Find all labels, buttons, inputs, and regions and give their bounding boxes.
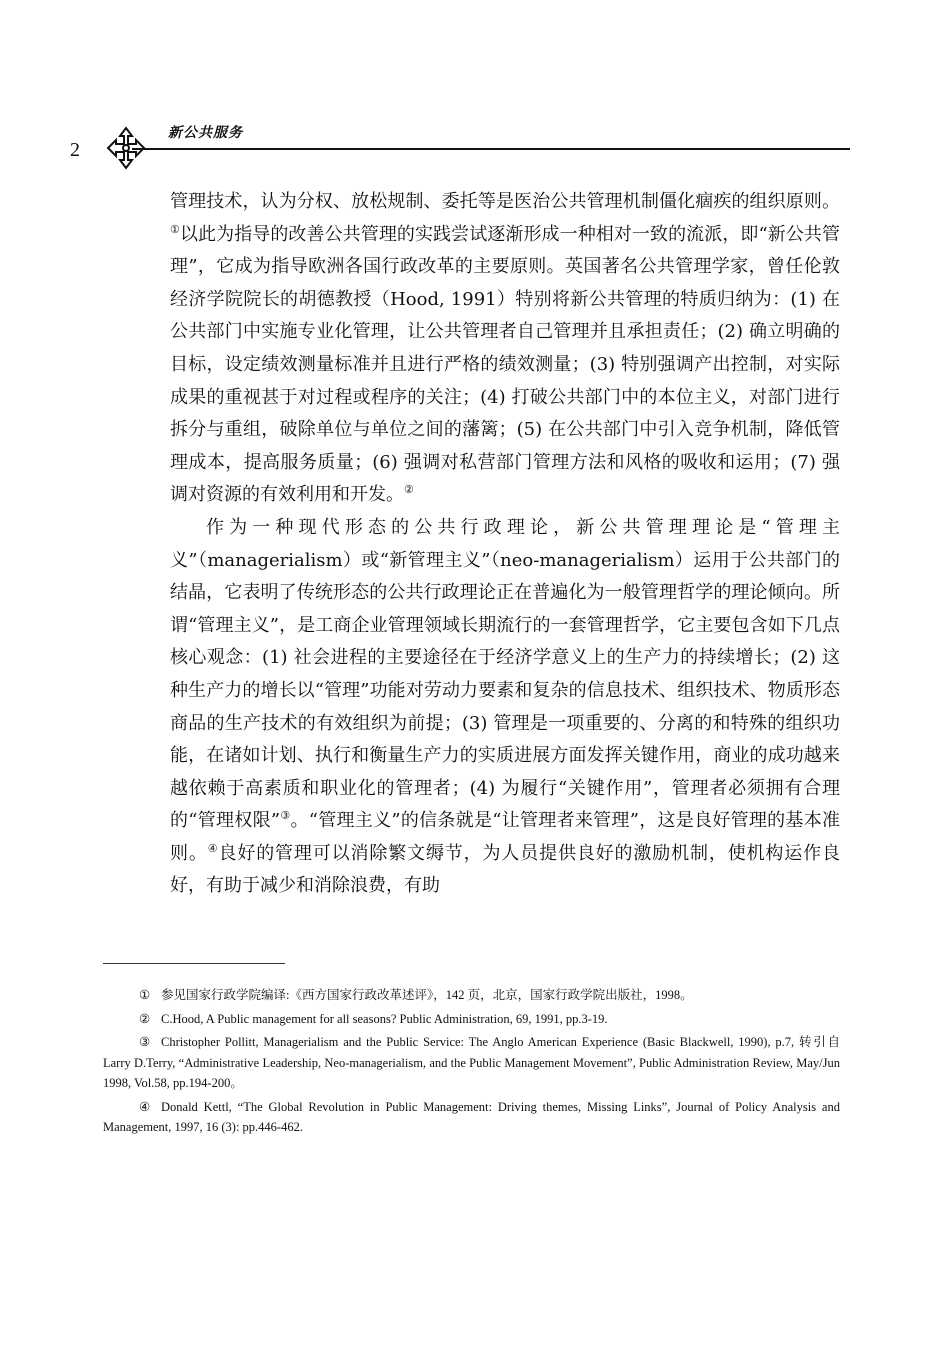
compass-arrow-icon [100,122,152,178]
footnote-ref-2: ② [404,483,414,497]
page-number: 2 [70,139,80,161]
footnote-mark: ④ [139,1099,151,1114]
running-title: 新公共服务 [168,125,243,141]
footnote-separator [103,963,285,964]
footnote-mark: ③ [139,1035,151,1049]
paragraph-2-text-a: 作为一种现代形态的公共行政理论，新公共管理理论是“管理主义”（managerialism）或“新管理主义”（neo-managerialism）运用于公共部门的结晶，它表明了传统形态的公共行政理论正在普遍化为一般管理哲学的理论倾向。所谓“管理主义”，是工商企业管理领域长期流行的一套管理哲学，它主要包含如下几点核心观念：(1) 社会进程的主要途径在于经济学意义上的生产力的持续增长；(2) 这种生产力的增长以“管理”功能对劳动力要素和复杂的信息技术、组织技术、物质形态商品的生产技术的有效组织为前提；(3) 管理是一项重要的、分离的和特殊的组织功能，在诸如计划、执行和衡量生产力的实质进展方面发挥关键作用，商业的成功越来越依赖于高素质和职业化的管理者；(4) 为履行“关键作用”，管理者必须拥有合理的“管理权限” [170,516,840,832]
footnote-text: 参见国家行政学院编译:《西方国家行政改革述评》，142 页，北京，国家行政学院出版社，1998。 [161,988,693,1002]
footnote-text: C.Hood, A Public management for all seasons? Public Administration, 69, 1991, pp.3-19. [161,1011,608,1026]
footnote-ref-3: ③ [280,809,291,823]
paragraph-1 [170,186,840,512]
header-rule [132,148,850,150]
footnotes [103,985,840,1141]
paragraph-2 [170,512,840,903]
footnote-1 [103,985,840,1006]
main-text [170,186,840,903]
paragraph-1-text-b: 以此为指导的改善公共管理的实践尝试逐渐形成一种相对一致的流派，即“新公共管理”，它成为指导欧洲各国行政改革的主要原则。英国著名公共管理学家，曾任伦敦经济学院院长的胡德教授（Hood, 1991）特别将新公共管理的特质归纳为：(1) 在公共部门中实施专业化管理，让公共管理者自己管理并且承担责任；(2) 确立明确的目标，设定绩效测量标准并且进行严格的绩效测量；(3) 特别强调产出控制，对实际成果的重视甚于对过程或程序的关注；(4) 打破公共部门中的本位主义，对部门进行拆分与重组，破除单位与单位之间的藩篱；(5) 在公共部门中引入竞争机制，降低管理成本，提高服务质量；(6) 强调对私营部门管理方法和风格的吸收和运用；(7) 强调对资源的有效利用和开发。 [170,223,840,506]
footnote-2 [103,1009,840,1030]
footnote-ref-4: ④ [207,841,219,855]
footnote-text: Christopher Pollitt, Managerialism and the Public Service: The Anglo American Experience (Basic Blackwell, 1990), p.7, 转引自 Larry D.Terry, “Administrative Leadership, Neo-managerialism, and the Public Management Movement”, Public Administration Review, May/Jun 1998, Vol.58, pp.194-200。 [103,1035,840,1090]
footnote-ref-1: ① [170,222,180,236]
page-header [60,118,850,174]
footnote-3 [103,1032,840,1094]
footnote-text: Donald Kettl, “The Global Revolution in Public Management: Driving themes, Missing Links”, Journal of Policy Analysis and Management, 1997, 16 (3): pp.446-462. [103,1099,840,1134]
footnote-mark: ① [139,988,151,1002]
paragraph-2-text-c: 良好的管理可以消除繁文缛节，为人员提供良好的激励机制，使机构运作良好，有助于减少和消除浪费，有助 [170,842,841,897]
footnote-mark: ② [139,1011,151,1026]
footnote-4 [103,1097,840,1138]
paragraph-1-text-a: 管理技术，认为分权、放松规制、委托等是医治公共管理机制僵化痼疾的组织原则。 [170,191,840,212]
paragraph-2-text-b: 。“管理主义”的信条就是“让管理者来管理”，这是良好管理的基本准则。 [170,810,840,864]
